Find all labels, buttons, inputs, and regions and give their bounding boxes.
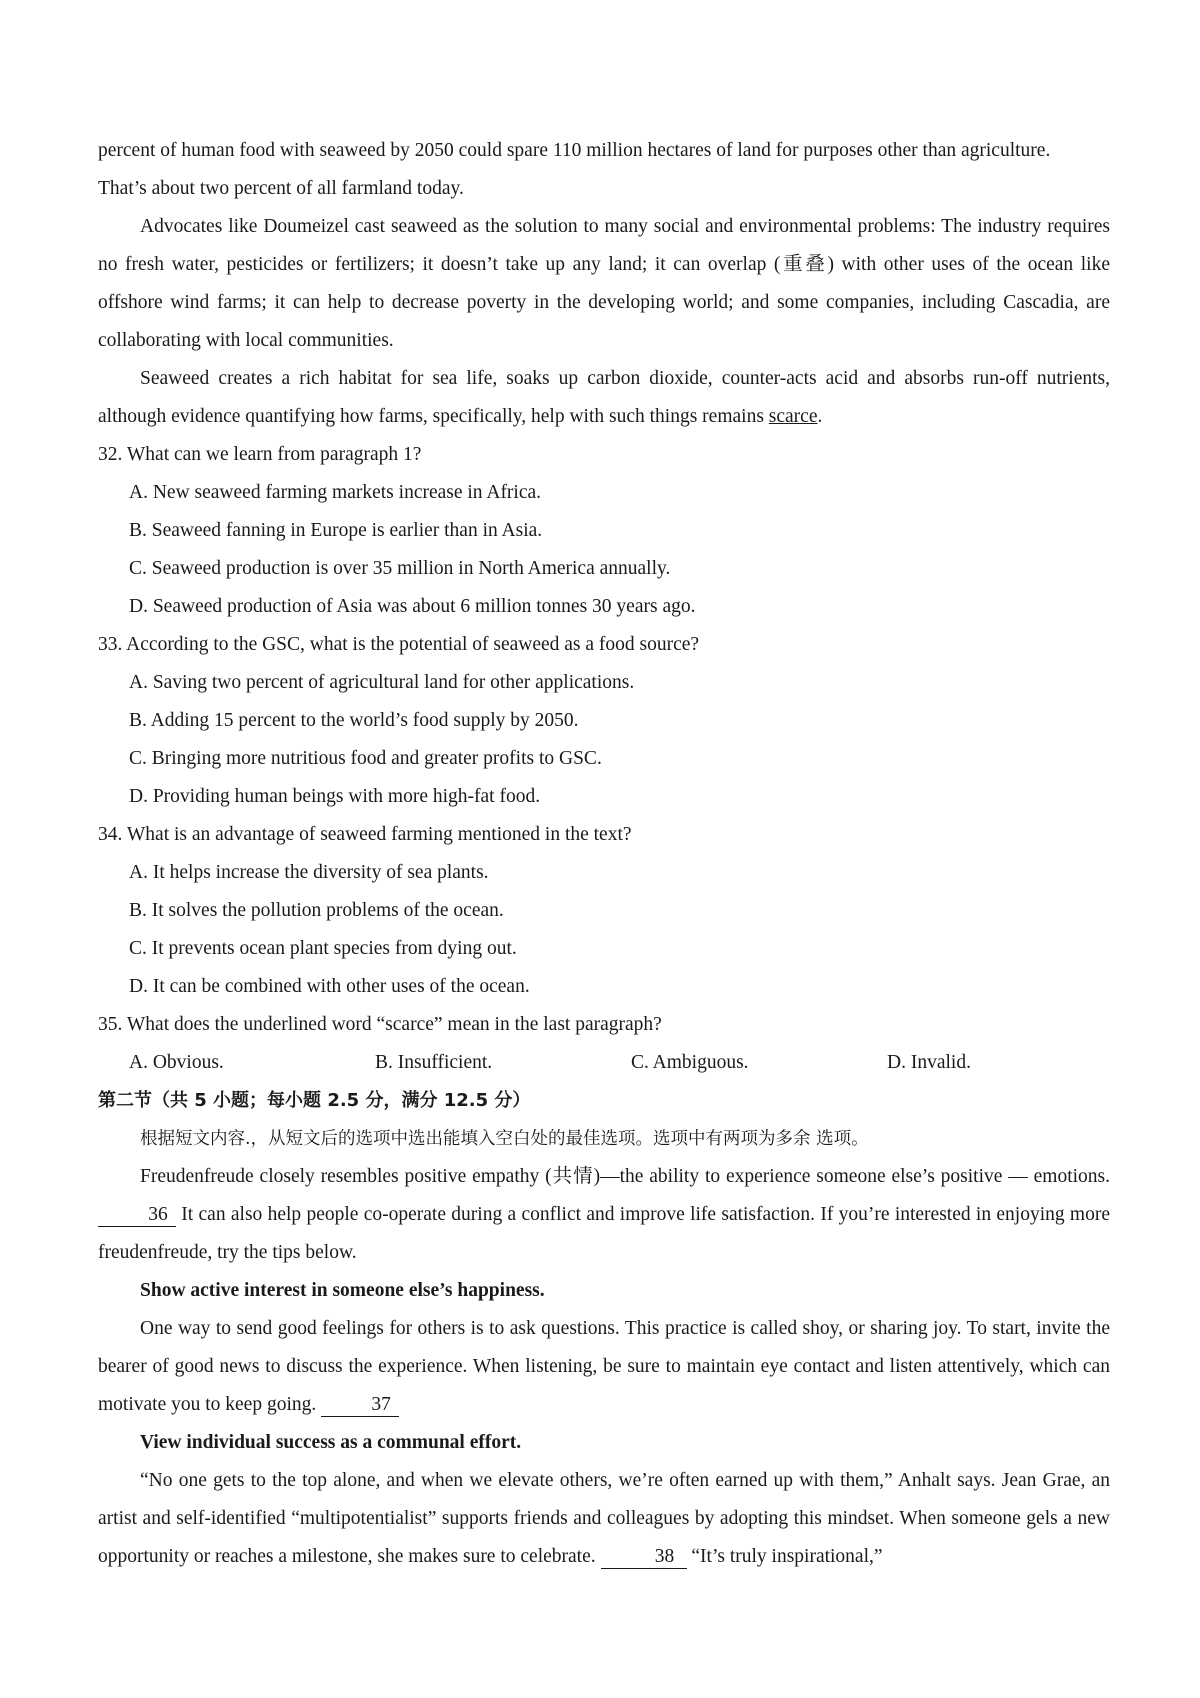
question-33 [98,626,1110,816]
cloze-paragraph-1: One way to send good feelings for others is to ask questions. This practice is called shoy, or sharing joy. To start, invite the bearer of good news to discuss the experience. When listening, be sure to maintain eye contact and listen attentively, which can motivate you to keep going. 37 [98,1318,1110,1415]
option-a: A. New seaweed farming markets increase in Africa. [129,482,542,503]
option-c: C. It prevents ocean plant species from dying out. [129,938,517,959]
passage-paragraph-1 [98,132,1110,208]
cloze-intro-paragraph: Freudenfreude closely resembles positive empathy (共情)—the ability to experience someone else’s positive — emotions. 36 It can also help people co-operate during a conflict and improve life satisfaction. If you’re interested in enjoying more freudenfreude, try the tips below. [98,1166,1110,1263]
option-a: A. Obvious. [129,1052,224,1073]
passage-line: That’s about two percent of all farmland today. [98,178,464,199]
section-title: 第二节（共 5 小题；每小题 2.5 分，满分 12.5 分） [98,1090,531,1111]
option-a: A. It helps increase the diversity of sea plants. [129,862,489,883]
question-34 [98,816,1110,1006]
option-b: B. Adding 15 percent to the world’s food supply by 2050. [129,710,579,731]
question-32 [98,436,1110,626]
option-c: C. Ambiguous. [631,1052,749,1073]
question-stem: 34. What is an advantage of seaweed farming mentioned in the text? [98,824,632,845]
passage-paragraph-2: Advocates like Doumeizel cast seaweed as the solution to many social and environmental problems: The industry requires no fresh water, pesticides or fertilizers; it doesn’t take up any land; it can overlap (重叠) with other uses of the ocean like offshore wind farms; it can help to decrease poverty in the developing world; and some companies, including Cascadia, are collaborating with local communities. [98,216,1110,351]
blank-36: 36 [98,1204,176,1227]
blank-37: 37 [321,1394,399,1417]
option-b: B. Insufficient. [375,1052,493,1073]
question-stem: 32. What can we learn from paragraph 1? [98,444,422,465]
underlined-word: scarce [768,406,818,427]
option-d: D. Providing human beings with more high-fat food. [129,786,541,807]
subheading-2: View individual success as a communal effort. [140,1432,522,1453]
option-a: A. Saving two percent of agricultural land for other applications. [129,672,635,693]
question-stem: 35. What does the underlined word “scarce” mean in the last paragraph? [98,1014,662,1035]
option-d: D. It can be combined with other uses of the ocean. [129,976,530,997]
section-instruction: 根据短文内容.，从短文后的选项中选出能填入空白处的最佳选项。选项中有两项为多余 选项。 [140,1129,869,1149]
option-d: D. Invalid. [887,1052,971,1073]
question-35 [98,1006,1110,1082]
subheading-1: Show active interest in someone else’s happiness. [140,1280,545,1301]
passage-paragraph-3: Seaweed creates a rich habitat for sea life, soaks up carbon dioxide, counter-acts acid and absorbs run-off nutrients, although evidence quantifying how farms, specifically, help with such things remains scarce. [98,368,1110,427]
cloze-paragraph-2: “No one gets to the top alone, and when we elevate others, we’re often earned up with them,” Anhalt says. Jean Grae, an artist and self-identified “multipotentialist” supports friends and colleagues by adopting this mindset. When someone gels a new opportunity or reaches a milestone, she makes sure to celebrate. 38 “It’s truly inspirational,” [98,1470,1110,1567]
option-d: D. Seaweed production of Asia was about 6 million tonnes 30 years ago. [129,596,696,617]
options-row [129,1044,1110,1082]
option-c: C. Seaweed production is over 35 million in North America annually. [129,558,671,579]
option-c: C. Bringing more nutritious food and greater profits to GSC. [129,748,602,769]
option-b: B. It solves the pollution problems of the ocean. [129,900,504,921]
option-b: B. Seaweed fanning in Europe is earlier than in Asia. [129,520,543,541]
blank-38: 38 [601,1546,687,1569]
passage-line: percent of human food with seaweed by 2050 could spare 110 million hectares of land for purposes other than agriculture. [98,140,1051,161]
question-stem: 33. According to the GSC, what is the potential of seaweed as a food source? [98,634,700,655]
